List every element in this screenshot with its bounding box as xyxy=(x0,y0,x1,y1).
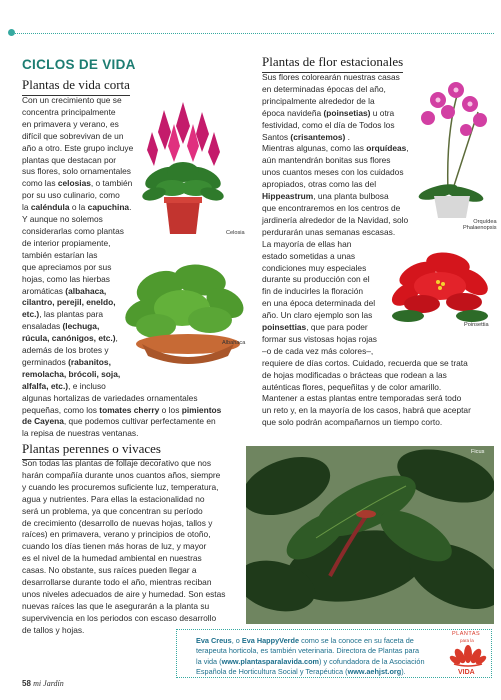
perennial-body: Son todas las plantas de follaje decorativo que nos harán compañía durante unos cuantos años, siempre y cuando les procuremos suficiente luz, temperatura, agua y nutrientes. Para ellas la estacionalidad no será un problema, ya que concentran su período de crecimiento (desarrollo de nuevas hojas, tallos y raíces) en primavera, verano y principios de otoño, cuando los días tienen más horas de luz, y mayor es el nivel de la humedad ambiental en nuestras casas. No obstante, sus raíces pueden llegar a desarrollarse durante todo el año, mientras reciban unos niveles adecuados de aire y humedad. Son estas nuevas raíces las que le asegurarán a la planta su supervivencia en los periodos con escaso desarrollo de tallos y hojas. xyxy=(22,458,226,635)
page-number: 58 xyxy=(22,679,31,688)
celosia-caption: Celosia xyxy=(226,230,245,236)
poinsettia-caption: Poinsettia xyxy=(464,322,489,328)
orquidea-caption-line2: Phalaenopsis xyxy=(463,225,497,231)
ficus-caption: Ficus xyxy=(471,449,485,455)
author-info-text: Eva Creus, o Eva HappyVerde como se la conoce en su faceta de terapeuta horticola, es también veterinaria. Directora de Plantas para la vida (www.plantasparalavida.com) y cofundadora de la Asociación Española de Horticultura Social y Terapéutica (www.aehjst.org). xyxy=(196,636,425,676)
orquidea-caption xyxy=(463,219,497,231)
seasonal-body: Sus flores colorearán nuestras casas en determinadas épocas del año, principalmente alrededor de la época navideña (poinsetias) u otra festividad, como el día de Todos los Santos (crisantemos) . Mientras algunas, como las orquídeas, aún mantendrán bonitas sus flores unos cuantos meses con los cuidados apropiados, otras como las del Hippeastrum, una planta bulbosa que encontraremos en los centros de jardinería alrededor de la Navidad, solo perdurarán unas semanas escasas. La mayoría de ellas han estado sometidas a unas condiciones muy especiales durante su producción con el fin de inducirles la floración en una época determinada del año. Un claro ejemplo son las poinsettias, que para poder formar sus vistosas hojas rojas –o de cada vez más colores–, requiere de días cortos. Cuidado, recuerda que se trata de hojas modificadas o brácteas que rodean a las auténticas flores, pequeñitas y de color amarillo. Mantener a estas plantas entre temporadas será todo un reto y, en la mayoría de los casos, habrá que aceptar que solo podrán acompañarnos un tiempo corto. xyxy=(262,72,471,428)
section-title: CICLOS DE VIDA xyxy=(22,57,136,72)
logo-text-sub: para la xyxy=(460,638,474,643)
orquidea-photo xyxy=(408,72,496,222)
poinsettia-photo xyxy=(388,246,494,332)
perennial-title: Plantas perennes o vivaces xyxy=(22,441,161,460)
magazine-name: mi Jardín xyxy=(33,679,64,688)
page-footer xyxy=(22,679,64,688)
plantas-para-la-vida-logo xyxy=(446,630,490,678)
ficus-photo xyxy=(246,446,494,624)
albahaca-caption: Albahaca xyxy=(222,340,246,346)
short-life-body: Con un crecimiento que se concentra principalmente en primavera y verano, es difícil que sobrevivan de un año a otro. Este grupo incluye plantas que destacan por sus flores, solo ornamentales como las celosias, o también por su uso culinario, como la caléndula o la capuchina. Y aunque no solemos considerarlas como plantas de interior propiamente, también estarían las que apreciamos por sus hojas, como las hierbas aromáticas (albahaca, cilantro, perejil, eneldo, etc.), las plantas para ensaladas (lechuga, rúcula, canónigos, etc.), además de los brotes y germinados (rabanitos, remolacha, brócoli, soja, alfalfa, etc.), e incluso algunas hortalizas de variedades ornamentales pequeñas, como los tomates cherry o los pimientos de Cayena, que podemos cultivar perfectamente en la repisa de nuestras ventanas. xyxy=(22,95,222,439)
short-life-title: Plantas de vida corta xyxy=(22,77,130,96)
albahaca-photo xyxy=(120,258,252,370)
seasonal-title: Plantas de flor estacionales xyxy=(262,54,403,73)
logo-text-top: PLANTAS xyxy=(452,631,481,637)
header-dotted-rule xyxy=(12,33,494,34)
orquidea-caption-line1: Orquídea xyxy=(473,219,497,225)
logo-text-bottom: VIDA xyxy=(458,669,475,676)
celosia-photo xyxy=(138,96,228,236)
